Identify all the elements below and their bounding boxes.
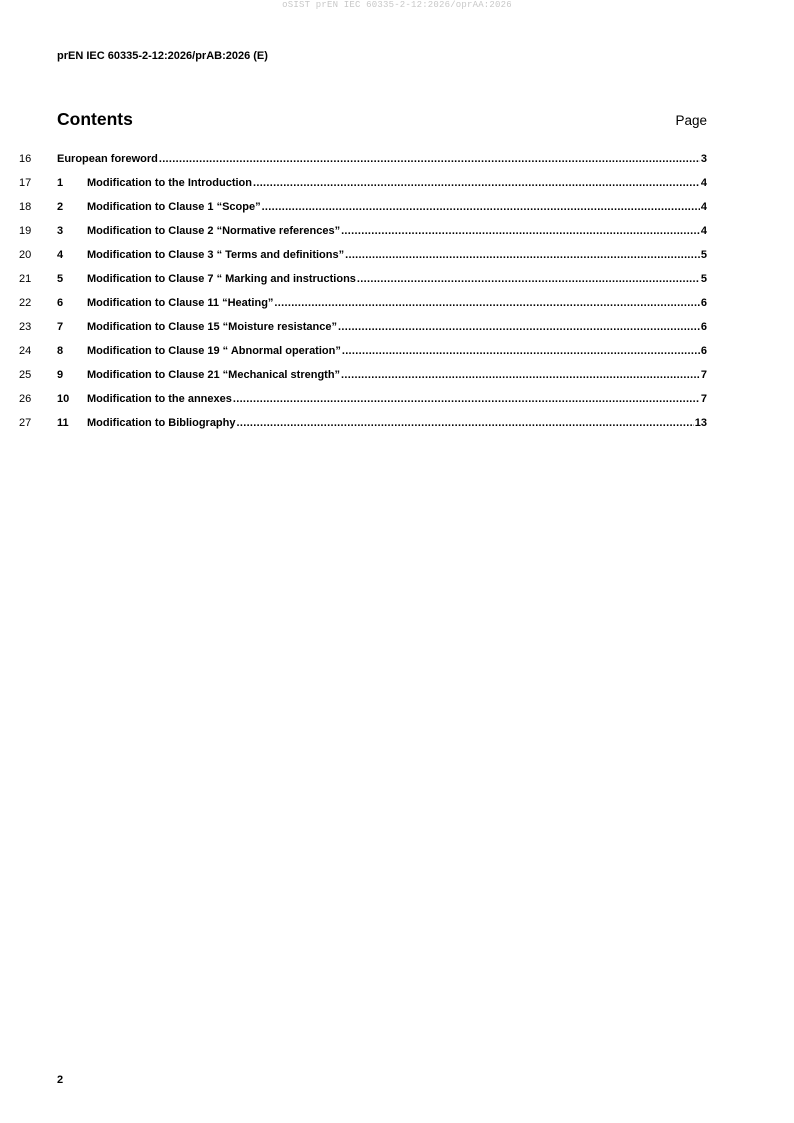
toc-entry-page: 7 — [700, 369, 707, 381]
line-number: 18 — [19, 201, 32, 213]
toc-entry-title: Modification to Clause 7 “ Marking and instructions — [87, 273, 356, 285]
line-number: 27 — [19, 417, 32, 429]
line-number: 17 — [19, 177, 32, 189]
document-identifier: prEN IEC 60335-2-12:2026/prAB:2026 (E) — [57, 50, 268, 62]
line-number: 20 — [19, 249, 32, 261]
page-number: 2 — [57, 1074, 64, 1086]
toc-entry-page: 4 — [700, 201, 707, 213]
toc-entry-title: European foreword — [57, 153, 158, 165]
line-number: 24 — [19, 345, 32, 357]
dot-leader — [159, 149, 700, 169]
line-number: 19 — [19, 225, 32, 237]
toc-entry-title: Modification to Clause 19 “ Abnormal operation” — [87, 345, 341, 357]
page-column-label: Page — [675, 113, 707, 128]
toc-entry-title: Modification to Clause 1 “Scope” — [87, 201, 261, 213]
toc-entry-title: Modification to Clause 15 “Moisture resistance” — [87, 321, 338, 333]
toc-entry[interactable] — [0, 173, 794, 197]
toc-entry-page: 5 — [700, 249, 707, 261]
toc-entry-page: 4 — [700, 177, 707, 189]
toc-entry[interactable] — [0, 341, 794, 365]
clause-number: 5 — [57, 273, 64, 285]
clause-number: 7 — [57, 321, 64, 333]
dot-leader — [338, 317, 700, 337]
dot-leader — [345, 245, 700, 265]
toc-entry-link[interactable] — [57, 149, 707, 169]
clause-number: 11 — [57, 417, 69, 429]
line-number: 22 — [19, 297, 32, 309]
toc-entry-link[interactable] — [57, 197, 707, 217]
toc-entry-page: 7 — [700, 393, 707, 405]
toc-entry-link[interactable] — [57, 269, 707, 289]
dot-leader — [341, 365, 700, 385]
toc-entry-title: Modification to Bibliography — [87, 417, 236, 429]
toc-entry-page: 6 — [700, 321, 707, 333]
clause-number: 8 — [57, 345, 64, 357]
dot-leader — [357, 269, 700, 289]
toc-entry-page: 4 — [700, 225, 707, 237]
toc-entry[interactable] — [0, 365, 794, 389]
clause-number: 3 — [57, 225, 64, 237]
toc-entry-link[interactable] — [57, 365, 707, 385]
dot-leader — [233, 389, 700, 409]
clause-number: 2 — [57, 201, 64, 213]
toc-entry[interactable] — [0, 245, 794, 269]
line-number: 21 — [19, 273, 32, 285]
toc-entry-link[interactable] — [57, 413, 707, 433]
toc-entry-title: Modification to Clause 11 “Heating” — [87, 297, 274, 309]
watermark-text: oSIST prEN IEC 60335-2-12:2026/oprAA:2026 — [282, 0, 512, 10]
toc-entry-title: Modification to Clause 2 “Normative references” — [87, 225, 341, 237]
toc-entry-link[interactable] — [57, 173, 707, 193]
toc-entry[interactable] — [0, 197, 794, 221]
toc-entry[interactable] — [0, 293, 794, 317]
clause-number: 6 — [57, 297, 64, 309]
toc-entry-link[interactable] — [57, 245, 707, 265]
toc-entry-page: 5 — [700, 273, 707, 285]
dot-leader — [274, 293, 699, 313]
toc-entry-page: 3 — [700, 153, 707, 165]
dot-leader — [341, 221, 700, 241]
line-number: 16 — [19, 153, 32, 165]
toc-entry-title: Modification to Clause 21 “Mechanical strength” — [87, 369, 341, 381]
clause-number: 4 — [57, 249, 64, 261]
toc-entry[interactable] — [0, 413, 794, 437]
toc-entry-link[interactable] — [57, 317, 707, 337]
toc-entry-page: 6 — [700, 297, 707, 309]
clause-number: 1 — [57, 177, 64, 189]
dot-leader — [253, 173, 700, 193]
toc-entry-title: Modification to Clause 3 “ Terms and definitions” — [87, 249, 345, 261]
clause-number: 10 — [57, 393, 70, 405]
dot-leader — [262, 197, 700, 217]
toc-entry-title: Modification to the Introduction — [87, 177, 252, 189]
toc-entry[interactable] — [0, 149, 794, 173]
table-of-contents — [0, 149, 794, 437]
toc-entry-link[interactable] — [57, 341, 707, 361]
toc-entry[interactable] — [0, 221, 794, 245]
toc-entry-page: 13 — [694, 417, 707, 429]
toc-entry-title: Modification to the annexes — [87, 393, 232, 405]
toc-entry-link[interactable] — [57, 221, 707, 241]
toc-entry[interactable] — [0, 269, 794, 293]
toc-entry[interactable] — [0, 317, 794, 341]
toc-entry-page: 6 — [700, 345, 707, 357]
contents-title: Contents — [57, 109, 133, 129]
toc-entry-link[interactable] — [57, 293, 707, 313]
line-number: 23 — [19, 321, 32, 333]
line-number: 25 — [19, 369, 32, 381]
clause-number: 9 — [57, 369, 64, 381]
dot-leader — [237, 413, 694, 433]
line-number: 26 — [19, 393, 32, 405]
dot-leader — [342, 341, 700, 361]
toc-entry-link[interactable] — [57, 389, 707, 409]
toc-entry[interactable] — [0, 389, 794, 413]
